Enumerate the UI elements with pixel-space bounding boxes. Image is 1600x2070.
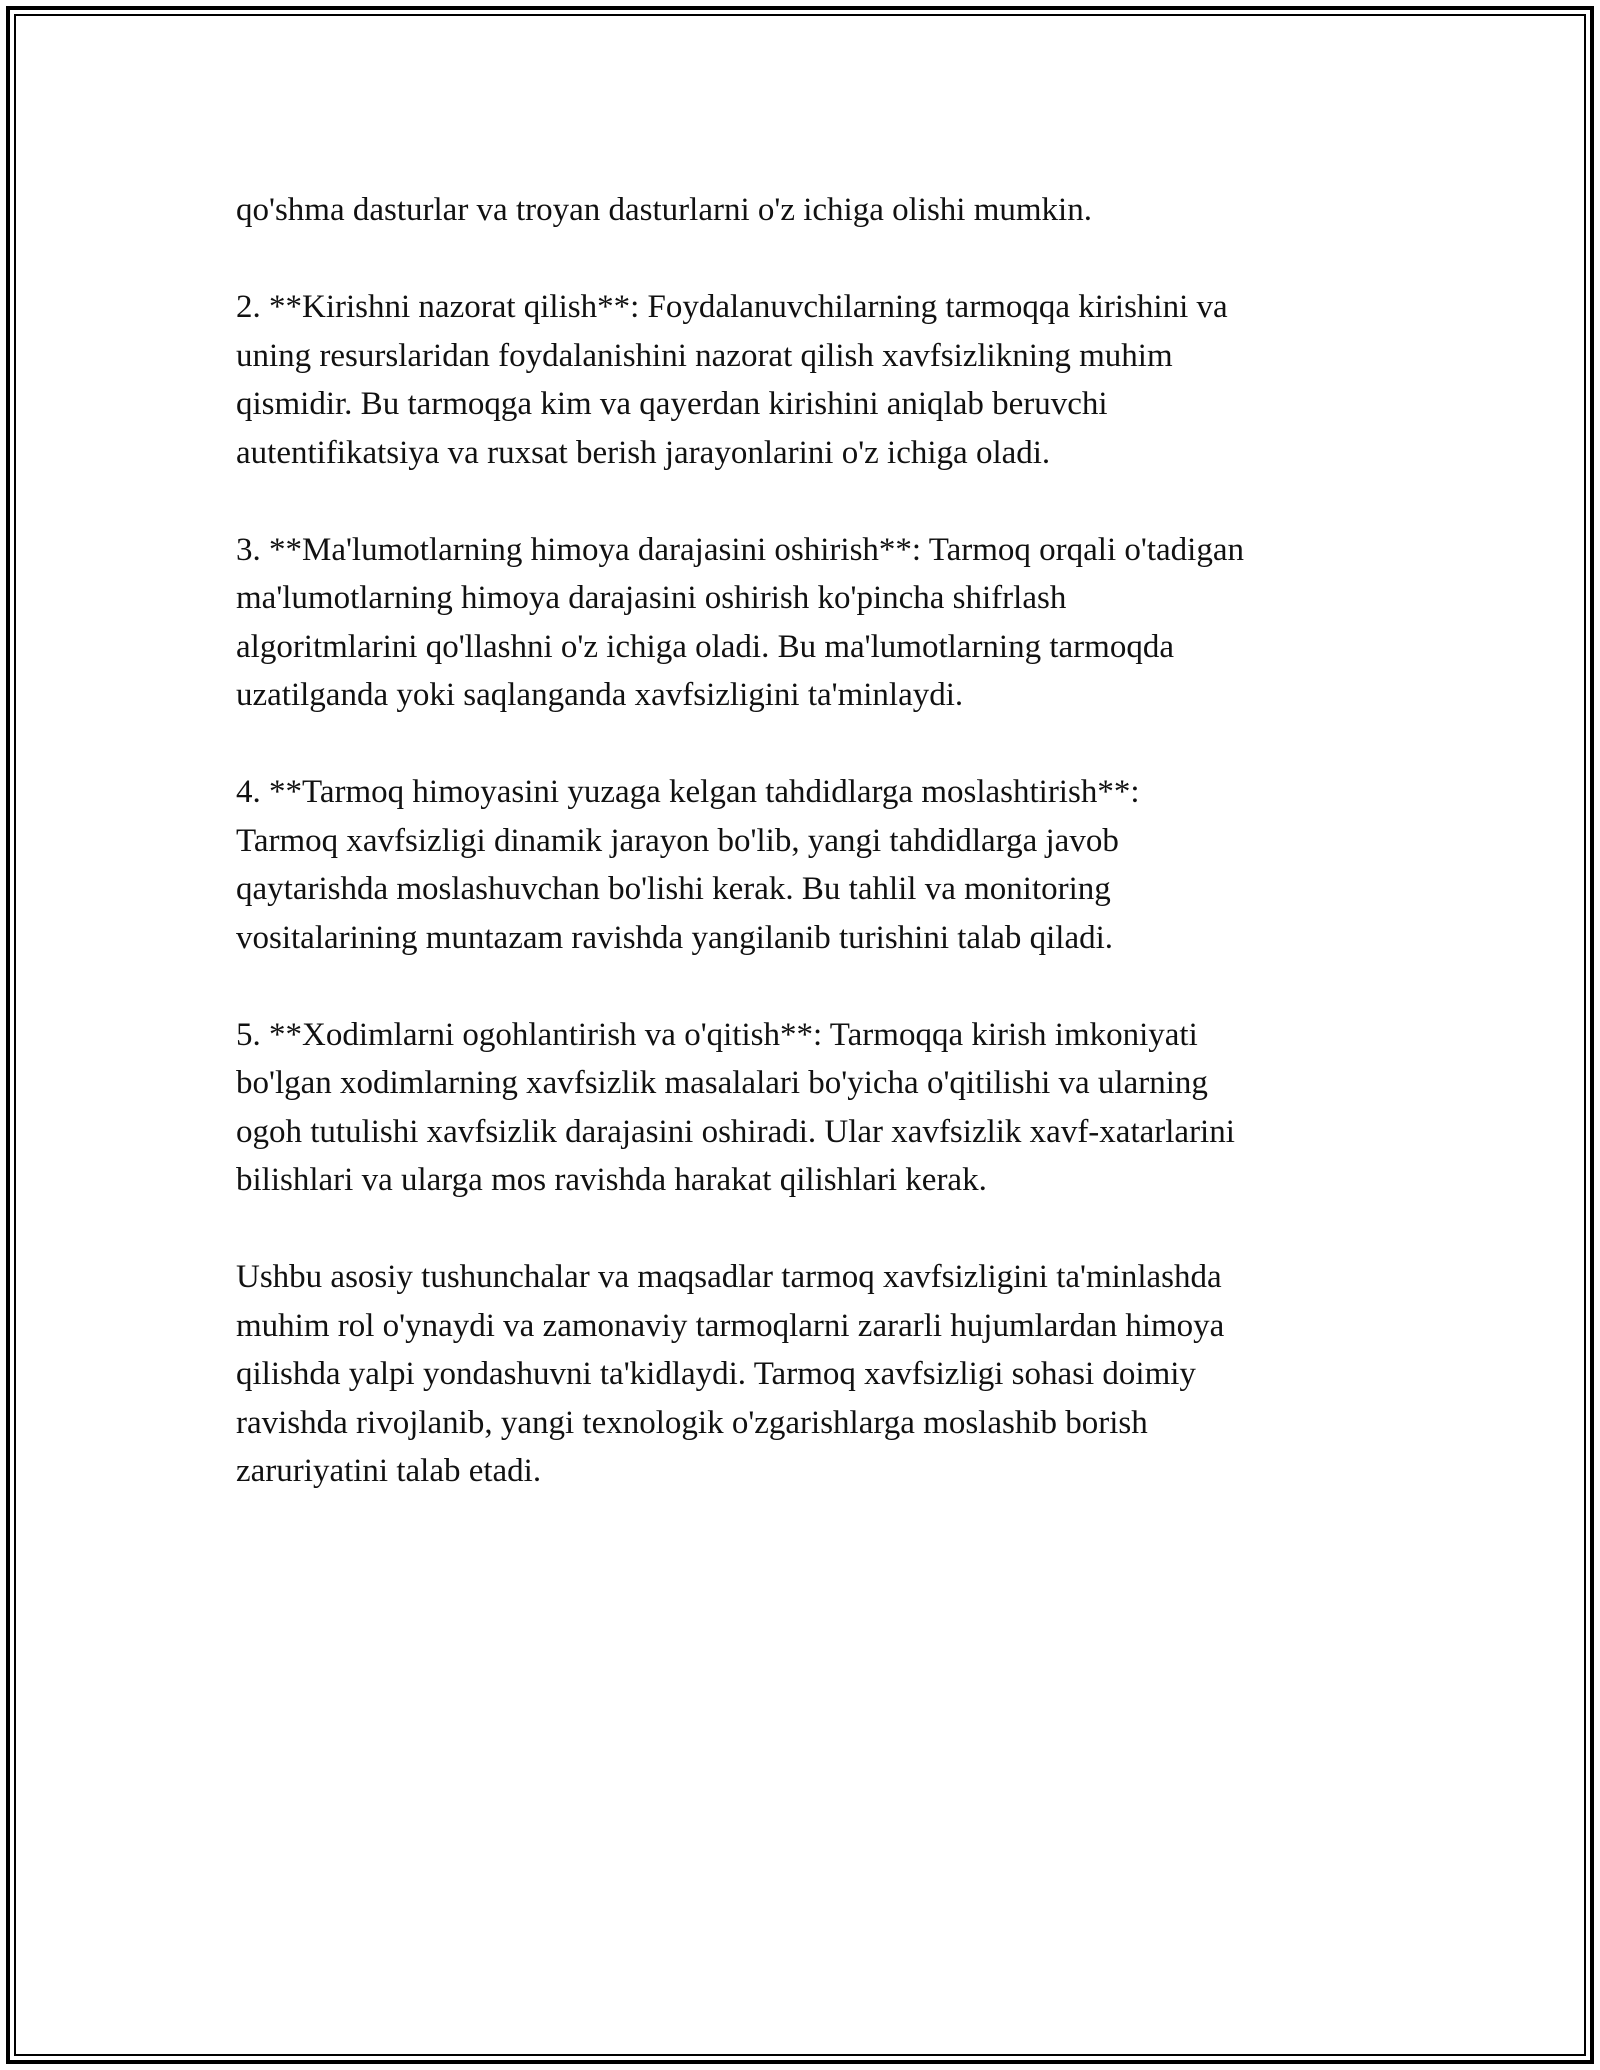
paragraph-continuation: [236, 186, 1366, 235]
text-line: 4. **Tarmoq himoyasini yuzaga kelgan tahdidlarga moslashtirish**:: [236, 774, 1140, 810]
text-line: 5. **Xodimlarni ogohlantirish va o'qitish**: Tarmoqqa kirish imkoniyati: [236, 1016, 1198, 1053]
text-line: bo'lgan xodimlarning xavfsizlik masalalari bo'yicha o'qitilishi va ularning: [236, 1065, 1208, 1101]
text-line: autentifikatsiya va ruxsat berish jarayonlarini o'z ichiga oladi.: [236, 434, 1051, 471]
paragraph-staff-training: [236, 1011, 1366, 1205]
text-line: qaytarishda moslashuvchan bo'lishi kerak. Bu tahlil va monitoring: [236, 871, 1111, 907]
document-body: [236, 186, 1366, 1496]
text-line: Ushbu asosiy tushunchalar va maqsadlar tarmoq xavfsizligini ta'minlashda: [236, 1259, 1222, 1295]
paragraph-conclusion: [236, 1253, 1366, 1496]
text-line: vositalarining muntazam ravishda yangilanib turishini talab qiladi.: [236, 919, 1114, 956]
text-line: qilishda yalpi yondashuvni ta'kidlaydi. Tarmoq xavfsizligi sohasi doimiy: [236, 1356, 1196, 1392]
text-line: 3. **Ma'lumotlarning himoya darajasini oshirish**: Tarmoq orqali o'tadigan: [236, 531, 1244, 568]
text-line: ogoh tutulishi xavfsizlik darajasini oshiradi. Ular xavfsizlik xavf-xatarlarini: [236, 1113, 1235, 1150]
text-line: bilishlari va ularga mos ravishda harakat qilishlari kerak.: [236, 1162, 987, 1198]
paragraph-access-control: [236, 283, 1366, 477]
text-line: algoritmlarini qo'llashni o'z ichiga oladi. Bu ma'lumotlarning tarmoqda: [236, 628, 1174, 665]
text-line: ma'lumotlarning himoya darajasini oshirish ko'pincha shifrlash: [236, 580, 1067, 616]
paragraph-threat-adaptation: [236, 768, 1366, 962]
text-line: uning resurslaridan foydalanishini nazorat qilish xavfsizlikning muhim: [236, 337, 1173, 374]
paragraph-data-protection: [236, 526, 1366, 720]
text-line: qismidir. Bu tarmoqga kim va qayerdan kirishini aniqlab beruvchi: [236, 386, 1108, 422]
text-line: ravishda rivojlanib, yangi texnologik o'zgarishlarga moslashib borish: [236, 1404, 1148, 1441]
text-line: qo'shma dasturlar va troyan dasturlarni o'z ichiga olishi mumkin.: [236, 192, 1092, 228]
text-line: 2. **Kirishni nazorat qilish**: Foydalanuvchilarning tarmoqqa kirishini va: [236, 289, 1228, 325]
text-line: muhim rol o'ynaydi va zamonaviy tarmoqlarni zararli hujumlardan himoya: [236, 1307, 1225, 1344]
text-line: Tarmoq xavfsizligi dinamik jarayon bo'lib, yangi tahdidlarga javob: [236, 822, 1119, 859]
text-line: zaruriyatini talab etadi.: [236, 1453, 542, 1489]
text-line: uzatilganda yoki saqlanganda xavfsizligini ta'minlaydi.: [236, 677, 964, 713]
